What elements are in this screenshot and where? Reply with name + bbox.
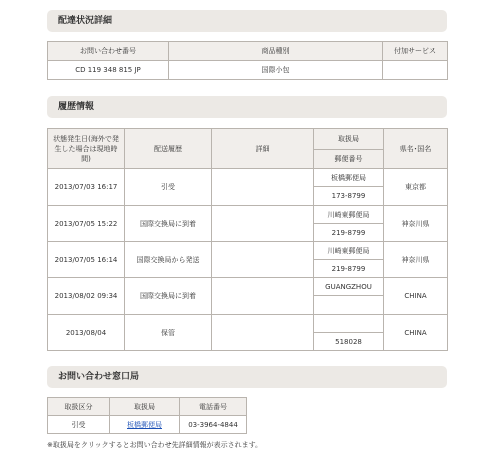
header-region: 県名･国名 — [384, 129, 448, 169]
history-date: 2013/07/05 16:14 — [48, 242, 125, 278]
history-postal: 173-8799 — [314, 187, 384, 206]
history-row — [48, 169, 448, 187]
history-postal: 518028 — [314, 333, 384, 351]
history-detail — [212, 242, 314, 278]
history-status: 国際交換局に到着 — [125, 206, 212, 242]
history-detail — [212, 315, 314, 351]
header-tracking-number: お問い合わせ番号 — [48, 42, 169, 61]
history-region: 神奈川県 — [384, 206, 448, 242]
additional-service — [383, 61, 448, 80]
history-office: 川崎東郵便局 — [314, 206, 384, 224]
contact-phone: 03-3964-4844 — [180, 416, 247, 434]
history-postal — [314, 296, 384, 315]
contact-category: 引受 — [48, 416, 110, 434]
header-contact-office: 取扱局 — [110, 398, 180, 416]
history-row — [48, 242, 448, 260]
history-heading: 履歴情報 — [47, 96, 447, 118]
history-row — [48, 278, 448, 296]
history-detail — [212, 278, 314, 315]
history-office: GUANGZHOU — [314, 278, 384, 296]
history-status: 国際交換局から発送 — [125, 242, 212, 278]
header-category: 取扱区分 — [48, 398, 110, 416]
history-status: 国際交換局に到着 — [125, 278, 212, 315]
header-date: 状態発生日(海外で発生した場合は現地時間) — [48, 129, 125, 169]
history-date: 2013/08/04 — [48, 315, 125, 351]
history-date: 2013/08/02 09:34 — [48, 278, 125, 315]
delivery-status-heading: 配達状況詳細 — [47, 10, 447, 32]
history-office: 川崎東郵便局 — [314, 242, 384, 260]
history-date: 2013/07/05 15:22 — [48, 206, 125, 242]
history-date: 2013/07/03 16:17 — [48, 169, 125, 206]
header-additional-service: 付加サービス — [383, 42, 448, 61]
history-row — [48, 315, 448, 333]
history-status: 引受 — [125, 169, 212, 206]
history-row — [48, 206, 448, 224]
history-office — [314, 315, 384, 333]
contact-office-heading: お問い合わせ窓口局 — [47, 366, 447, 388]
tracking-number: CD 119 348 815 JP — [48, 61, 169, 80]
contact-office-table — [47, 397, 247, 434]
header-status: 配送履歴 — [125, 129, 212, 169]
header-phone: 電話番号 — [180, 398, 247, 416]
history-status: 保管 — [125, 315, 212, 351]
history-postal: 219-8799 — [314, 260, 384, 278]
history-region: 神奈川県 — [384, 242, 448, 278]
header-postal: 郵便番号 — [314, 150, 384, 169]
history-detail — [212, 206, 314, 242]
history-office: 板橋郵便局 — [314, 169, 384, 187]
delivery-status-table — [47, 41, 448, 80]
product-type: 国際小包 — [169, 61, 383, 80]
header-product-type: 商品種別 — [169, 42, 383, 61]
history-postal: 219-8799 — [314, 224, 384, 242]
history-region: CHINA — [384, 315, 448, 351]
header-detail: 詳細 — [212, 129, 314, 169]
contact-office-cell — [110, 416, 180, 434]
contact-note: ※取扱局をクリックするとお問い合わせ先詳細情報が表示されます。 — [47, 441, 263, 449]
history-detail — [212, 169, 314, 206]
history-table — [47, 128, 448, 351]
history-region: 東京都 — [384, 169, 448, 206]
contact-office-link[interactable]: 板橋郵便局 — [127, 420, 162, 429]
header-office: 取扱局 — [314, 129, 384, 150]
history-region: CHINA — [384, 278, 448, 315]
